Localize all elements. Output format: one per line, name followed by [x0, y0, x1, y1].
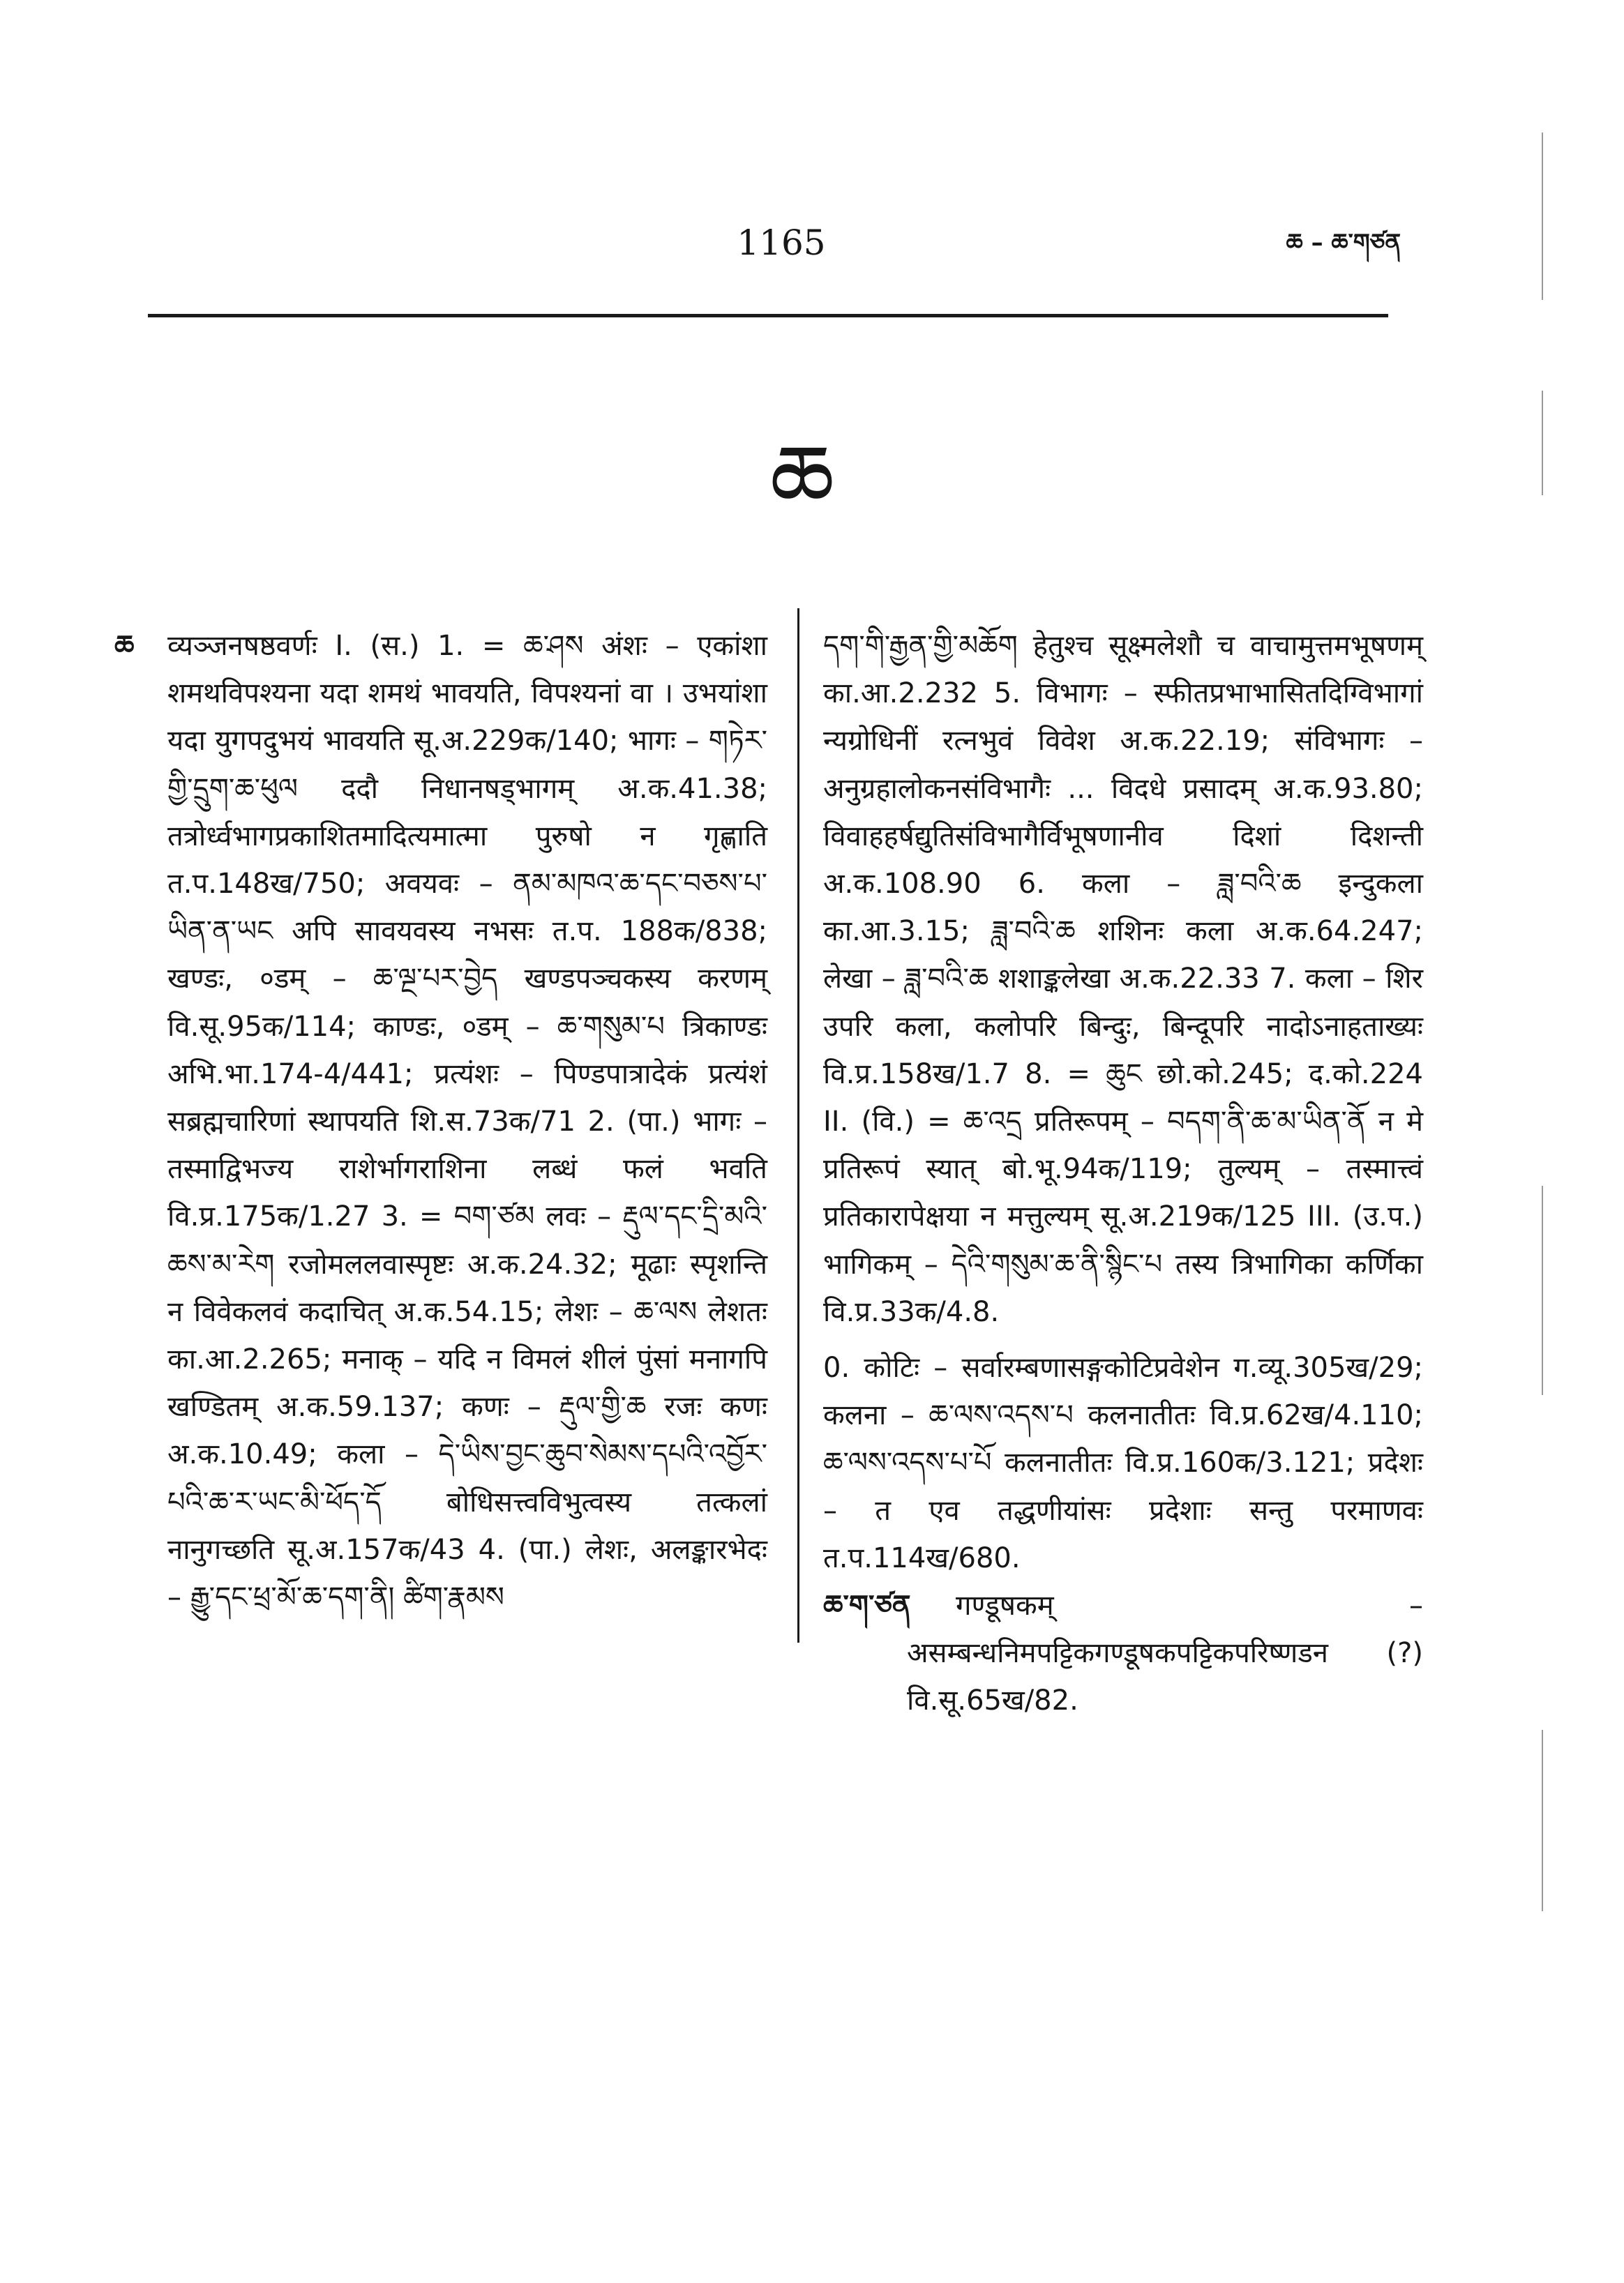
page-number: 1165 [737, 223, 826, 263]
entry-text: 0. कोटिः – सर्वारम्बणासङ्गकोटिप्रवेशेन ग.व्यू.305ख/29; कलना – ཆ་ལས་འདས་པ कलनातीतः वि.प्र.62ख/4.110; ཆ་ལས་འདས་པ་པོ कलनातीतः वि.प्र.160क/3.121; प्रदेशः – त एव तद्धणीयांसः प्रदेशाः सन्तु परमाणवः त.प.114ख/680. [823, 1352, 1423, 1574]
running-head: ཆ – ཆ་གཙན [1286, 229, 1401, 257]
margin-mark [1542, 133, 1543, 300]
column-divider [797, 608, 799, 1643]
entry-text: དག་གི་རྒྱན་གྱི་མཆོག हेतुश्च सूक्ष्मलेशौ च वाचामुत्तमभूषणम् का.आ.2.232 5. विभागः – स्फीतप्रभाभासितदिग्विभागां न्यग्रोधिनीं रत्नभुवं विवेश अ.क.22.19; संविभागः – अनुग्रहालोकनसंविभागैः ... विदधे प्रसादम् अ.क.93.80; विवाहहर्षद्युतिसंविभागैर्विभूषणानीव दिशां दिशन्ती अ.क.108.90 6. कला – ཟླ་བའི་ཆ इन्दुकला का.आ.3.15; ཟླ་བའི་ཆ शशिनः कला अ.क.64.247; लेखा – ཟླ་བའི་ཆ शशाङ्कलेखा अ.क.22.33 7. कला – शिर उपरि कला, कलोपरि बिन्दुः, बिन्दूपरि नादोऽनाहताख्यः वि.प्र.158ख/1.7 8. = ཆུང छो.को.245; द.को.224 II. (वि.) = ཆ་འདྲ प्रतिरूपम् – བདག་ནི་ཆ་མ་ཡིན་ནོ न मे प्रतिरूपं स्यात् बो.भू.94क/119; तुल्यम् – तस्मात्त्वं प्रतिकारापेक्षया न मत्तुल्यम् सू.अ.219क/125 III. (उ.प.) भागिकम् – དེའི་གསུམ་ཆ་ནི་སྙིང་པ तस्य त्रिभागिका कर्णिका वि.प्र.33क/4.8. [823, 630, 1423, 1328]
entry [823, 622, 1423, 1336]
entry-text: व्यञ्जनषष्ठवर्णः I. (स.) 1. = ཆ་ཤས अंशः – एकांशा शमथविपश्यना यदा शमथं भावयति, विपश्यनां वा । उभयांशा यदा युगपदुभयं भावयति सू.अ.229क/140; भागः – གཏེར་གྱི་དྲུག་ཆ་ཕུལ ददौ निधानषड्भागम् अ.क.41.38; तत्रोर्ध्वभागप्रकाशितमादित्यमात्मा पुरुषो न गृह्णाति त.प.148ख/750; अवयवः – ནམ་མཁའ་ཆ་དང་བཅས་པ་ཡིན་ན་ཡང अपि सावयवस्य नभसः त.प. 188क/838; खण्डः, ०डम् – ཆ་ལྔ་པར་བྱེད खण्डपञ्चकस्य करणम् वि.सू.95क/114; काण्डः, ०डम् – ཆ་གསུམ་པ त्रिकाण्डः अभि.भा.174-4/441; प्रत्यंशः – पिण्डपात्रादेकं प्रत्यंशं सब्रह्मचारिणां स्थापयति शि.स.73क/71 2. (पा.) भागः – तस्माद्विभज्य राशेर्भागराशिना लब्धं फलं भवति वि.प्र.175क/1.27 3. = བག་ཙམ लवः – རྡུལ་དང་དྲི་མའི་ཆས་མ་རེག रजोमललवास्पृष्टः अ.क.24.32; मूढाः स्पृशन्ति न विवेकलवं कदाचित् अ.क.54.15; लेशः – ཆ་ལས लेशतः का.आ.2.265; मनाक् – यदि न विमलं शीलं पुंसां मनागपि खण्डितम् अ.क.59.137; कणः – རྡུལ་གྱི་ཆ रजः कणः अ.क.10.49; कला – དེ་ཡིས་བྱང་ཆུབ་སེམས་དཔའི་འབྱོར་པའི་ཆ་ར་ཡང་མི་ཕོད་དོ बोधिसत्त्वविभुत्वस्य तत्कलां नानुगच्छति सू.अ.157क/43 4. (पा.) लेशः, अलङ्कारभेदः – རྒྱུ་དང་ཕྲ་མོ་ཆ་དག་ནི། ཚིག་རྣམས [167, 630, 767, 1614]
entry [823, 1344, 1423, 1582]
header-rule [148, 314, 1388, 317]
section-letter: ཆ [769, 425, 835, 531]
left-column [114, 622, 767, 1621]
right-column [823, 622, 1423, 1725]
margin-mark [1542, 1730, 1543, 1911]
headword: ཆ་ག་ཙན [823, 1590, 911, 1622]
margin-mark [1542, 391, 1543, 495]
headword: ཆ [114, 630, 135, 662]
margin-mark [1542, 1186, 1543, 1395]
entry [823, 1582, 1423, 1725]
entry-text: गण्डूषकम् – असम्बन्धनिमपट्टिकगण्डूषकपट्टिकपरिष्णडन (?) वि.सू.65ख/82. [907, 1590, 1423, 1717]
entry [114, 622, 767, 1621]
